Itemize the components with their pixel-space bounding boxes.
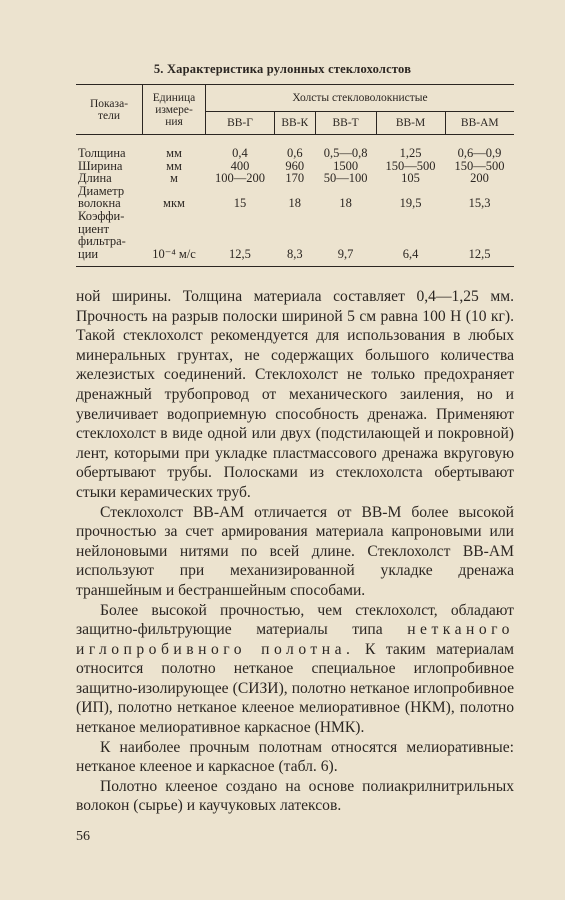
paragraph: К наиболее прочным полотнам относятся мелиоративные: нетканое клееное и каркасное (табл. 6).: [76, 738, 514, 776]
table-row: Длина м 100—200 170 50—100 105 200: [78, 171, 489, 186]
header-col-vv-k: ВВ-К: [274, 112, 315, 135]
header-col-vv-am: ВВ-АМ: [445, 112, 514, 135]
header-group: Холсты стекловолокнистые: [206, 85, 515, 112]
header-col-vv-m: ВВ-М: [376, 112, 445, 135]
paragraph: Более высокой прочностью, чем стеклохолст, обладают защитно-фильтрующие материалы типа нетканого иглопробивного полотна. К таким материалам относится полотно нетканое специальное иглопробивное защитно-изолирующее (СИЗИ), полотно нетканое иглопробивное (ИП), полотно нетканое клееное мелиоративное (НКМ), полотно нетканое мелиоративное каркасное (НМК).: [76, 601, 514, 737]
spec-table: [76, 84, 514, 267]
paragraph: ной ширины. Толщина материала составляет 0,4—1,25 мм. Прочность на разрыв полоски шириной 5 см равна 100 Н (10 кг). Такой стеклохолст рекомендуется для использования в любых минеральных грунтах, не содержащих большого количества железистых соединений. Стеклохолст не только предохраняет дренажный трубопровод от механического заиления, но и увеличивает водоприемную способность дренажа. Применяют стеклохолст в виде одной или двух (подстилающей и покровной) лент, которыми при укладке пластмассового дренажа вкруговую обертывают трубы. Полосками из стеклохолста обертывают стыки керамических труб.: [76, 288, 514, 501]
page-number: 56: [76, 829, 90, 844]
spaced-term: нетканого иглопробивного полотна.: [76, 621, 514, 658]
table-row: Ширина мм 400 960 1500 150—500 150—500: [78, 158, 505, 173]
header-col-vv-g: ВВ-Г: [206, 112, 275, 135]
table-row: Коэффи- циент фильтра- ции 10⁻⁴ м/с 12,5 8,3 9,7 6,4 12,5: [76, 210, 514, 267]
header-col-vv-t: ВВ-Т: [315, 112, 376, 135]
table-row: Толщина мм 0,4 0,6 0,5—0,8 1,25 0,6—0,9: [78, 146, 502, 160]
table-row: Диаметр волокна мкм 15 18 18 19,5 15,3: [78, 183, 491, 211]
paragraph: Полотно клееное создано на основе полиакрилнитрильных волокон (сырье) и каучуковых латексов.: [76, 777, 514, 815]
header-indicator: Показа- тели: [76, 85, 143, 135]
body-text: [76, 287, 514, 816]
paragraph: Стеклохолст ВВ-АМ отличается от ВВ-М более высокой прочностью за счет армирования материала капроновыми или нейлоновыми нитями по всей длине. Стеклохолст ВВ-АМ используют при механизированной укладке дренажа траншейным и бестраншейным способами.: [76, 503, 514, 599]
header-unit: Единица измере- ния: [143, 85, 206, 135]
table-title: 5. Характеристика рулонных стеклохолстов: [153, 62, 412, 76]
